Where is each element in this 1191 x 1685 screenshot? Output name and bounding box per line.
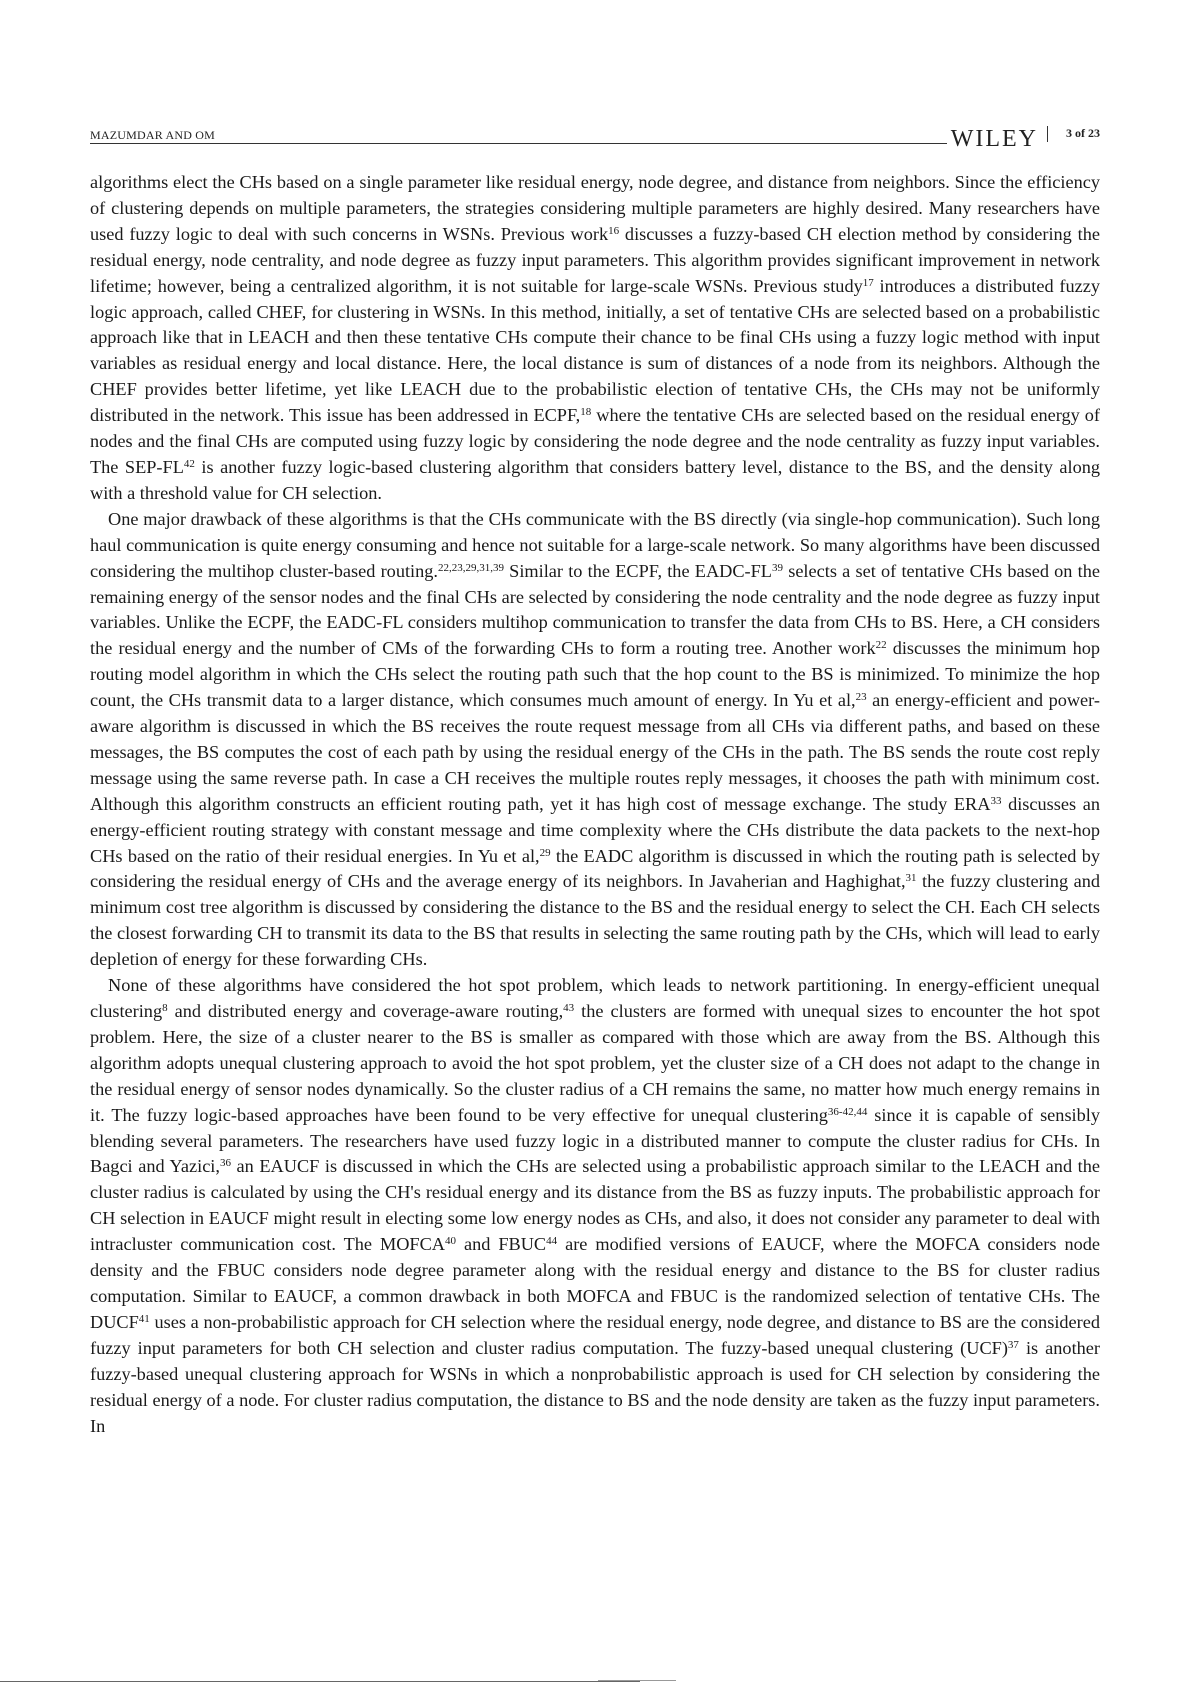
citation-superscript[interactable]: 22 (875, 639, 887, 652)
citation-superscript[interactable]: 33 (990, 794, 1002, 807)
page-header (90, 126, 1100, 152)
paragraph (90, 973, 1100, 1439)
text-run: discusses a fuzzy-based CH election method by considering the residual energy, node centrality, and node degree as fuzzy input parameters. This algorithm provides significant improvement in network lifetime; however, being a centralized algorithm, it is not suitable for large-scale WSNs. Previous study (90, 223, 1100, 296)
text-run: discusses an energy-efficient routing strategy with constant message and time complexity where the CHs distribute the data packets to the next-hop CHs based on the ratio of their residual energies. In Yu et al, (90, 793, 1100, 866)
footer-rule-secondary (598, 1680, 676, 1681)
citation-superscript[interactable]: 43 (563, 1002, 575, 1014)
running-head: MAZUMDAR AND OM (90, 128, 216, 142)
citation-superscript[interactable]: 39 (771, 561, 783, 574)
header-separator (1047, 126, 1048, 142)
text-run: is another fuzzy logic-based clustering algorithm that considers battery level, distance to the BS, and the density along with a threshold value for CH selection. (90, 456, 1100, 503)
body-text (90, 170, 1100, 1439)
publisher-logo: WILEY (947, 126, 1038, 153)
text-run: the fuzzy clustering and minimum cost tree algorithm is discussed by considering the distance to the BS and the residual energy to select the CH. Each CH selects the closest forwarding CH to transmit its data to the BS that results in selecting the same routing path by the CHs, which will lead to early depletion of energy for these forwarding CHs. (90, 871, 1100, 970)
text-run: uses a non-probabilistic approach for CH selection where the residual energy, node degree, and distance to BS are the considered fuzzy input parameters for both CH selection and cluster radius computation. The fuzzy-based unequal clustering (UCF) (90, 1311, 1100, 1358)
text-run: are modified versions of EAUCF, where the MOFCA considers node density and the FBUC considers node degree parameter along with the residual energy and distance to the BS for cluster radius computation. Similar to EAUCF, a common drawback in both MOFCA and FBUC is the randomized selection of tentative CHs. The DUCF (90, 1234, 1100, 1332)
citation-superscript[interactable]: 29 (539, 846, 551, 859)
paragraph (90, 507, 1100, 973)
text-run: discusses the minimum hop routing model algorithm in which the CHs select the routing path such that the hop count to the BS is minimized. To minimize the hop count, the CHs transmit data to a larger distance, which consumes much amount of energy. In Yu et al, (90, 638, 1100, 711)
page-number: 3 of 23 (1066, 126, 1100, 140)
text-run: an EAUCF is discussed in which the CHs are selected using a probabilistic approach similar to the LEACH and the cluster radius is calculated by using the CH's residual energy and its distance from the BS as fuzzy inputs. The probabilistic approach for CH selection in EAUCF might result in electing some low energy nodes as CHs, and also, it does not consider any parameter to deal with intracluster communication cost. The MOFCA (90, 1156, 1100, 1255)
text-run: an energy-efficient and power-aware algorithm is discussed in which the BS receives the route request message from all CHs via different paths, and based on these messages, the BS computes the cost of each path by using the residual energy of the CHs in the path. The BS sends the route cost reply message using the same reverse path. In case a CH receives the multiple routes reply messages, it chooses the path with minimum cost. Although this algorithm constructs an efficient routing path, yet it has high cost of message exchange. The study ERA (90, 690, 1100, 814)
citation-superscript[interactable]: 17 (862, 276, 874, 289)
citation-superscript[interactable]: 40 (445, 1235, 456, 1248)
text-run: and distributed energy and coverage-aware routing, (167, 1001, 564, 1021)
citation-superscript[interactable]: 16 (608, 224, 620, 237)
citation-superscript[interactable]: 36 (219, 1157, 231, 1170)
text-run: algorithms elect the CHs based on a single parameter like residual energy, node degree, and distance from neighbors. Since the efficiency of clustering depends on multiple parameters, the strategies considering multiple parameters are highly desired. Many researchers have used fuzzy logic to deal with such concerns in WSNs. Previous work (90, 172, 1100, 244)
text-run: where the tentative CHs are selected based on the residual energy of nodes and the final CHs are computed using fuzzy logic by considering the node degree and the node centrality as fuzzy input variables. The SEP-FL (90, 405, 1100, 477)
text-run: None of these algorithms have considered the hot spot problem, which leads to network partitioning. In energy-efficient unequal clustering (90, 975, 1100, 1021)
text-run: the clusters are formed with unequal sizes to encounter the hot spot problem. Here, the size of a cluster nearer to the BS is smaller as compared with those which are away from the BS. Although this algorithm adopts unequal clustering approach to avoid the hot spot problem, yet the cluster size of a CH does not adapt to the change in the residual energy of sensor nodes dynamically. So the cluster radius of a CH remains the same, no matter how much energy remains in it. The fuzzy logic-based approaches have been found to be very effective for unequal clustering (90, 1001, 1100, 1125)
text-run: One major drawback of these algorithms is that the CHs communicate with the BS directly (via single-hop communication). Such long haul communication is quite energy consuming and hence not suitable for a large-scale network. So many algorithms have been discussed considering the multihop cluster-based routing. (90, 508, 1100, 581)
text-run: the EADC algorithm is discussed in which the routing path is selected by considering the residual energy of CHs and the average energy of its neighbors. In Javaherian and Haghighat, (90, 845, 1100, 892)
text-run: selects a set of tentative CHs based on the remaining energy of the sensor nodes and the final CHs are selected by considering the node centrality and the node degree as fuzzy input variables. Unlike the ECPF, the EADC-FL considers multihop communication to transfer the data from CHs to BS. Here, a CH considers the residual energy and the number of CMs of the forwarding CHs to form a routing tree. Another work (90, 560, 1101, 659)
text-run: and FBUC (456, 1234, 547, 1255)
citation-superscript[interactable]: 44 (546, 1235, 558, 1248)
header-rule (90, 143, 1010, 144)
text-run: since it is capable of sensibly blending several parameters. The researchers have used fuzzy logic in a distributed manner to compute the cluster radius for CHs. In Bagci and Yazici, (90, 1104, 1100, 1177)
citation-superscript[interactable]: 22,23,29,31,39 (437, 561, 504, 574)
citation-superscript[interactable]: 41 (138, 1312, 150, 1325)
citation-superscript[interactable]: 18 (580, 406, 592, 419)
footer-rule (0, 1681, 640, 1682)
citation-superscript[interactable]: 36-42,44 (827, 1105, 868, 1118)
text-run: is another fuzzy-based unequal clustering approach for WSNs in which a nonprobabilistic approach is used for CH selection by considering the residual energy of a node. For cluster radius computation, the distance to BS and the node density are taken as the fuzzy input parameters. In (90, 1337, 1100, 1436)
citation-superscript[interactable]: 42 (183, 457, 195, 470)
paragraph (90, 170, 1100, 507)
text-run: Similar to the ECPF, the EADC-FL (503, 560, 772, 581)
text-run: introduces a distributed fuzzy logic approach, called CHEF, for clustering in WSNs. In this method, initially, a set of tentative CHs are selected based on a probabilistic approach like that in LEACH and then these tentative CHs compute their chance to be final CHs using a fuzzy logic method with input variables as residual energy and local distance. Here, the local distance is sum of distances of a node from its neighbors. Although the CHEF provides better lifetime, yet like LEACH due to the probabilistic election of tentative CHs, the CHs may not be uniformly distributed in the network. This issue has been addressed in ECPF, (90, 275, 1100, 426)
citation-superscript[interactable]: 31 (905, 872, 917, 885)
citation-superscript[interactable]: 23 (855, 691, 867, 704)
citation-superscript[interactable]: 37 (1007, 1338, 1019, 1351)
citation-superscript[interactable]: 8 (162, 1002, 168, 1014)
